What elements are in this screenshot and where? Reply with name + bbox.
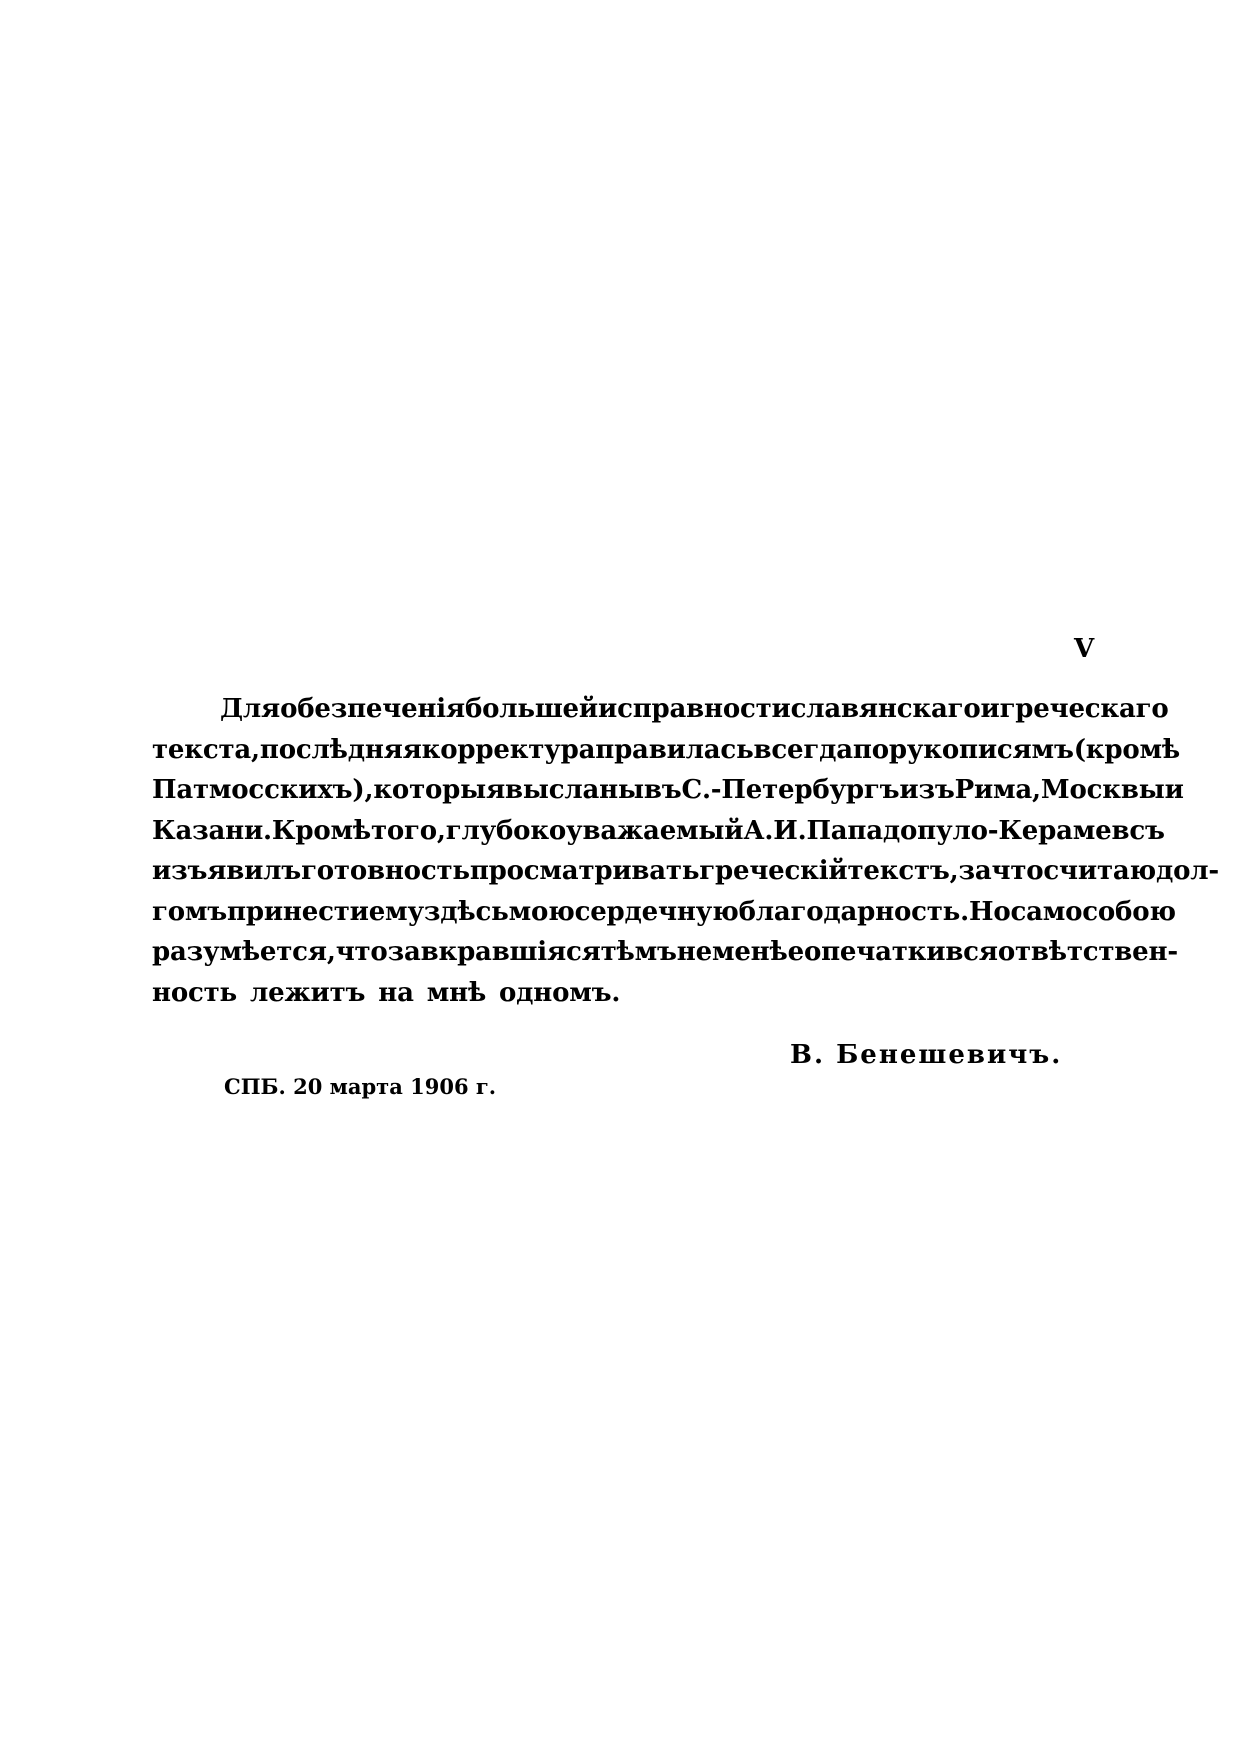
word: И. — [773, 815, 807, 846]
word: вся — [945, 937, 998, 967]
word: что — [991, 856, 1044, 886]
word: просматривать — [469, 856, 700, 886]
word: Патмосскихъ), — [152, 775, 374, 805]
word: не — [676, 937, 712, 967]
text-line — [152, 896, 1176, 938]
word: изъ — [899, 775, 955, 805]
word: лежитъ — [249, 977, 366, 1008]
word: ему — [368, 896, 424, 927]
word: и — [980, 694, 1000, 724]
word: Для — [220, 694, 281, 724]
text-line — [152, 978, 1088, 1019]
word: правилась — [595, 734, 754, 765]
text-line — [152, 775, 1184, 816]
word: считаю — [1043, 856, 1156, 886]
text-line — [152, 694, 1169, 735]
word: само — [1010, 896, 1083, 927]
word: высланы — [504, 775, 644, 805]
word: благодарность. — [738, 896, 969, 927]
word: сердечную — [574, 896, 739, 927]
text-line — [152, 937, 1178, 978]
word: А. — [743, 815, 774, 846]
word: Рима, — [954, 775, 1041, 805]
word: что — [335, 937, 388, 967]
word: тѣмъ — [600, 937, 677, 967]
word: большей — [464, 694, 598, 724]
word: здѣсь — [423, 896, 509, 927]
word: греческаго — [999, 694, 1169, 724]
word: за — [958, 856, 992, 886]
word: (кромѣ — [1073, 734, 1180, 765]
author-signature: В. Бенешевичъ. — [790, 1040, 1063, 1070]
word: опечатки — [803, 937, 946, 967]
word: изъявилъ — [152, 856, 302, 886]
word: текстъ, — [847, 856, 959, 886]
text-line — [152, 734, 1180, 776]
word: Пападопуло-Керамевсъ — [806, 815, 1165, 846]
word: Москвы — [1040, 775, 1165, 805]
word: исправности — [597, 694, 791, 724]
word: по — [852, 734, 889, 765]
word: въ — [643, 775, 682, 805]
word: рукописямъ — [888, 734, 1074, 765]
text-line — [152, 856, 1219, 897]
word: Казани. — [152, 815, 272, 846]
word: принести — [227, 896, 369, 927]
word: славянскаго — [790, 694, 981, 724]
word: текста, — [152, 734, 260, 765]
word: разумѣется, — [152, 937, 336, 967]
word: Но — [968, 896, 1011, 927]
word: одномъ. — [499, 977, 621, 1008]
word: за — [387, 937, 421, 967]
word: того, — [370, 815, 446, 846]
word: обезпеченія — [280, 694, 465, 724]
word: корректура — [421, 734, 596, 765]
word: всегда — [753, 734, 853, 765]
page-number: V — [1074, 634, 1095, 664]
word: дол- — [1155, 856, 1219, 886]
word: глубокоуважаемый — [445, 815, 744, 846]
word: менѣе — [711, 937, 804, 967]
text-line — [152, 815, 1165, 857]
word: отвѣтствен- — [997, 937, 1178, 967]
word: гомъ — [152, 896, 228, 927]
word: мнѣ — [426, 977, 487, 1008]
word: Кромѣ — [271, 815, 371, 846]
place-and-date: СПБ. 20 марта 1906 г. — [224, 1074, 497, 1099]
word: ность — [152, 977, 237, 1008]
word: готовность — [301, 856, 470, 886]
word: которыя — [373, 775, 505, 805]
word: греческій — [699, 856, 848, 886]
word: и — [1164, 775, 1184, 805]
preface-paragraph — [152, 694, 1219, 1018]
word: на — [378, 977, 414, 1008]
word: С.-Петербургъ — [681, 775, 900, 805]
word: вкравшіяся — [420, 937, 601, 967]
word: послѣдняя — [259, 734, 422, 765]
word: собою — [1082, 896, 1176, 927]
word: мою — [508, 896, 575, 927]
